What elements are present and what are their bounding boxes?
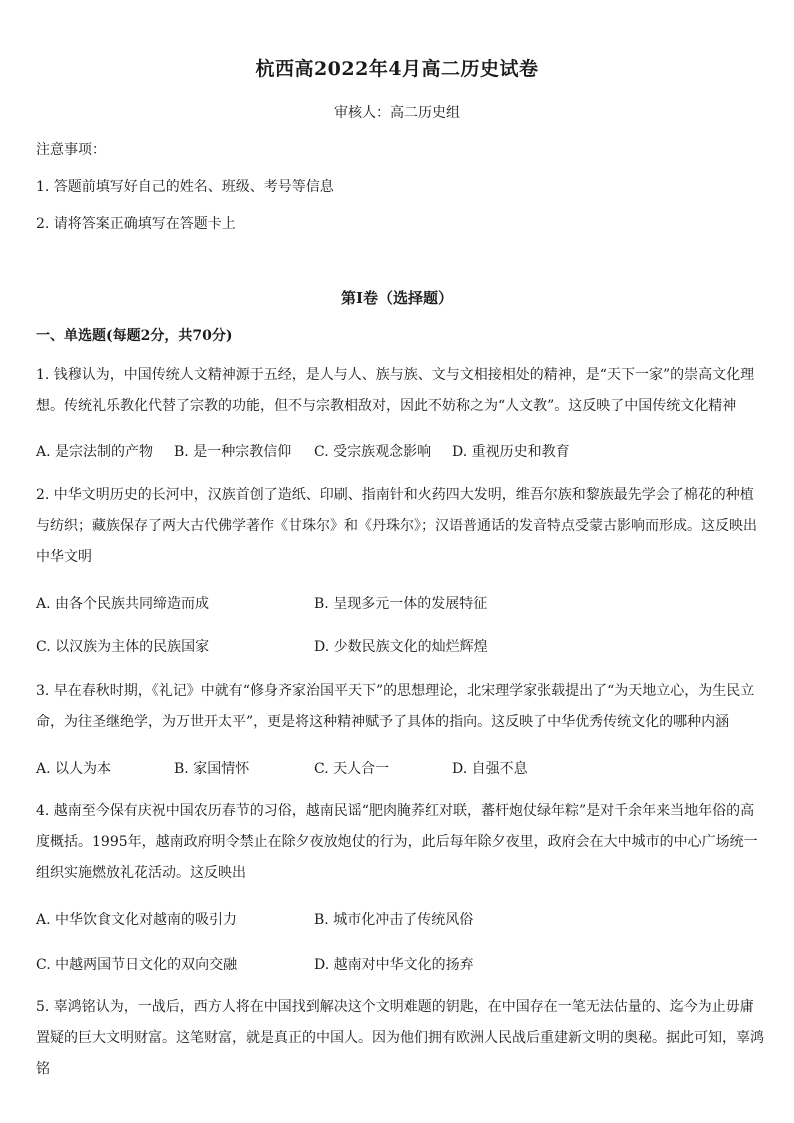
question-1-line-2: 想。传统礼乐教化代替了宗教的功能，但不与宗教相敌对，因此不妨称之为“人文教”。这反映了中国传统文化精神 <box>36 398 737 414</box>
notice-item-2: 2. 请将答案正确填写在答题卡上 <box>36 216 236 232</box>
q2-option-b[interactable]: B. 呈现多元一体的发展特征 <box>314 596 488 612</box>
q3-option-d[interactable]: D. 自强不息 <box>452 761 528 777</box>
question-2-line-1: 2. 中华文明历史的长河中，汉族首创了造纸、印刷、指南针和火药四大发明，维吾尔族和黎族最先学会了棉花的种植 <box>36 487 754 503</box>
q4-option-d[interactable]: D. 越南对中华文化的扬弃 <box>314 957 474 973</box>
q3-option-a[interactable]: A. 以人为本 <box>36 761 112 777</box>
q3-option-b[interactable]: B. 家国情怀 <box>174 761 250 777</box>
question-3-line-2: 命，为往圣继绝学，为万世开太平”，更是将这种精神赋予了具体的指向。这反映了中华优秀传统文化的哪种内涵 <box>36 714 730 730</box>
question-2-line-3: 中华文明 <box>36 549 92 565</box>
question-5-line-2: 置疑的巨大文明财富。这笔财富，就是真正的中国人。因为他们拥有欧洲人民战后重建新文明的奥秘。据此可知，辜鸿 <box>36 1030 764 1046</box>
q1-option-b[interactable]: B. 是一种宗教信仰 <box>174 444 292 460</box>
q3-option-c[interactable]: C. 天人合一 <box>314 761 390 777</box>
question-5-line-1: 5. 辜鸿铭认为，一战后，西方人将在中国找到解决这个文明难题的钥匙，在中国存在一笔无法估量的、迄今为止毋庸 <box>36 999 754 1015</box>
section-title: 第I卷（选择题） <box>340 289 454 307</box>
notice-item-1: 1. 答题前填写好自己的姓名、班级、考号等信息 <box>36 179 334 195</box>
question-4 <box>36 796 760 889</box>
q4-option-a[interactable]: A. 中华饮食文化对越南的吸引力 <box>36 912 238 928</box>
q4-option-c[interactable]: C. 中越两国节日文化的双向交融 <box>36 957 238 973</box>
question-5-line-3: 铭 <box>36 1061 50 1077</box>
part-title: 一、单选题(每题2分，共70分) <box>36 328 233 344</box>
question-4-line-2: 度概括。1995年，越南政府明令禁止在除夕夜放炮仗的行为，此后每年除夕夜里，政府会在大中城市的中心广场统一 <box>36 834 758 850</box>
q4-option-b[interactable]: B. 城市化冲击了传统风俗 <box>314 912 474 928</box>
question-2 <box>36 480 760 573</box>
question-4-line-3: 组织实施燃放礼花活动。这反映出 <box>36 865 246 881</box>
q1-option-c[interactable]: C. 受宗族观念影响 <box>314 444 432 460</box>
q1-option-d[interactable]: D. 重视历史和教育 <box>452 444 570 460</box>
question-3 <box>36 676 760 738</box>
question-1-line-1: 1. 钱穆认为，中国传统人文精神源于五经，是人与人、族与族、文与文相接相处的精神，是“天下一家”的崇高文化理 <box>36 367 755 383</box>
question-4-line-1: 4. 越南至今保有庆祝中国农历春节的习俗，越南民谣“肥肉腌荞红对联，蕃杆炮仗绿年粽”是对千余年来当地年俗的高 <box>36 803 755 819</box>
reviewer-line: 审核人：高二历史组 <box>334 105 460 121</box>
q2-option-d[interactable]: D. 少数民族文化的灿烂辉煌 <box>314 639 488 655</box>
q2-option-a[interactable]: A. 由各个民族共同缔造而成 <box>36 596 210 612</box>
q1-option-a[interactable]: A. 是宗法制的产物 <box>36 444 154 460</box>
exam-title: 杭西高2022年4月高二历史试卷 <box>255 58 539 80</box>
notice-heading: 注意事项： <box>36 142 106 158</box>
question-3-line-1: 3. 早在春秋时期，《礼记》中就有“修身齐家治国平天下”的思想理论，北宋理学家张载提出了“为天地立心，为生民立 <box>36 683 755 699</box>
question-1 <box>36 360 760 422</box>
question-2-line-2: 与纺织；藏族保存了两大古代佛学著作《甘珠尔》和《丹珠尔》；汉语普通话的发音特点受蒙古影响而形成。这反映出 <box>36 518 757 534</box>
question-5 <box>36 992 764 1085</box>
q2-option-c[interactable]: C. 以汉族为主体的民族国家 <box>36 639 210 655</box>
